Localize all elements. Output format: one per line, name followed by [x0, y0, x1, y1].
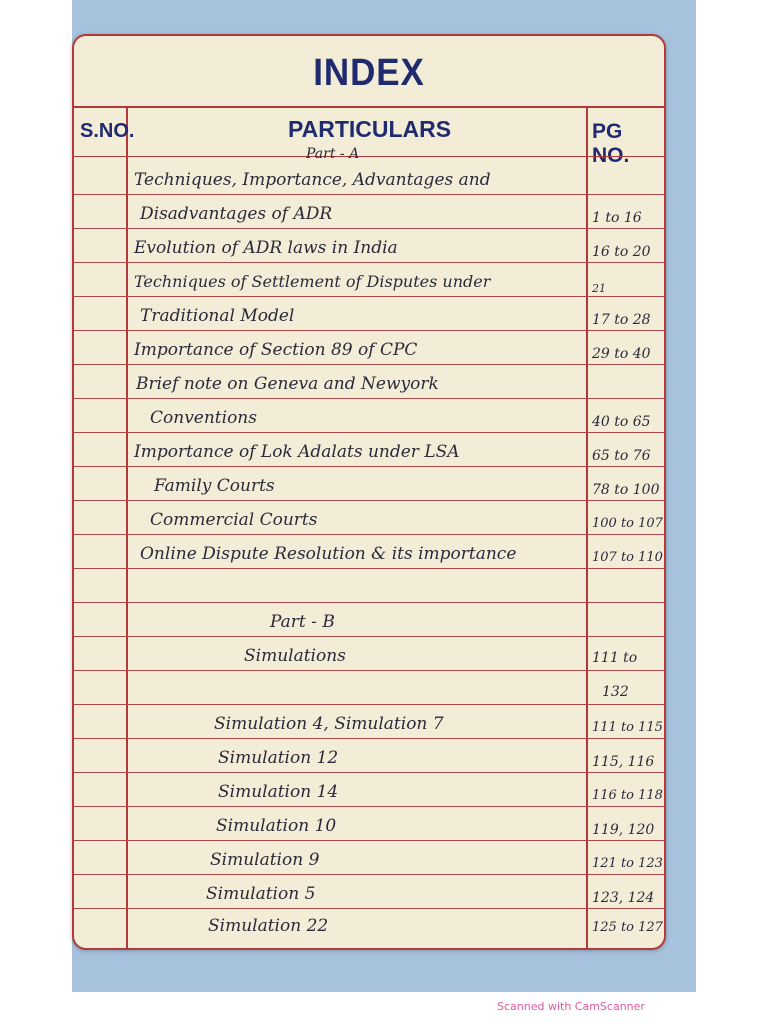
entry-text: Simulation 9 — [210, 850, 320, 870]
entry-text: Evolution of ADR laws in India — [134, 238, 398, 258]
index-page — [72, 34, 666, 950]
ruled-line — [74, 194, 664, 195]
entry-text: Simulation 10 — [216, 816, 337, 836]
entry-text: Simulation 4, Simulation 7 — [214, 714, 444, 734]
sno-column-header: S.NO. — [80, 120, 135, 142]
ruled-line — [74, 466, 664, 467]
ruled-line — [74, 398, 664, 399]
entry-text: Simulations — [244, 646, 346, 666]
entry-text: Brief note on Geneva and Newyork — [136, 374, 439, 394]
entry-text: Disadvantages of ADR — [140, 204, 333, 224]
entry-text: Importance of Section 89 of CPC — [134, 340, 418, 360]
entry-page: 78 to 100 — [592, 482, 660, 498]
ruled-line — [74, 296, 664, 297]
entry-text: Family Courts — [154, 476, 275, 496]
scanner-watermark: Scanned with CamScanner — [497, 1000, 645, 1013]
entry-page: 1 to 16 — [592, 210, 642, 226]
ruled-line — [74, 602, 664, 603]
entry-page: 116 to 118 — [592, 788, 663, 803]
ruled-line — [74, 704, 664, 705]
entry-text: Online Dispute Resolution & its importance — [140, 544, 517, 564]
page-column-header: PG NO. — [592, 120, 630, 167]
ruled-line — [74, 364, 664, 365]
entry-page: 119, 120 — [592, 822, 655, 838]
entry-page: 40 to 65 — [592, 414, 651, 430]
entry-page: 29 to 40 — [592, 346, 651, 362]
ruled-line — [74, 806, 664, 807]
entry-page: 65 to 76 — [592, 448, 651, 464]
part-a-label: Part - A — [306, 146, 360, 162]
entry-text: Importance of Lok Adalats under LSA — [134, 442, 460, 462]
entry-text: Traditional Model — [140, 306, 295, 326]
ruled-line — [74, 500, 664, 501]
entry-text: Conventions — [150, 408, 257, 428]
entry-page: 111 to — [592, 650, 638, 666]
entry-text: Simulation 14 — [218, 782, 339, 802]
ruled-line — [74, 772, 664, 773]
entry-page: 107 to 110 — [592, 550, 663, 565]
ruled-line — [74, 330, 664, 331]
part-b-label: Part - B — [270, 612, 335, 632]
ruled-line — [74, 636, 664, 637]
entry-page: 17 to 28 — [592, 312, 651, 328]
entry-page: 100 to 107 — [592, 516, 663, 531]
ruled-line — [74, 432, 664, 433]
ruled-line — [74, 738, 664, 739]
entry-page: 115, 116 — [592, 754, 655, 770]
ruled-line — [74, 568, 664, 569]
header-bottom-rule — [74, 156, 664, 157]
ruled-line — [74, 840, 664, 841]
entry-page: 111 to 115 — [592, 720, 663, 735]
page-title: INDEX — [313, 52, 425, 94]
entry-text: Simulation 12 — [218, 748, 339, 768]
entry-page: 125 to 127 — [592, 920, 663, 935]
entry-text: Simulation 22 — [208, 916, 329, 936]
entry-page: 121 to 123 — [592, 856, 663, 871]
ruled-line — [74, 874, 664, 875]
entry-page: 132 — [602, 684, 629, 700]
entry-text: Techniques, Importance, Advantages and — [134, 170, 491, 190]
ruled-line — [74, 228, 664, 229]
ruled-line — [74, 908, 664, 909]
ruled-line — [74, 670, 664, 671]
entry-page: 21 — [592, 282, 606, 295]
ruled-line — [74, 262, 664, 263]
sno-column-divider — [126, 106, 128, 948]
header-rule — [74, 106, 664, 108]
entry-text: Commercial Courts — [150, 510, 318, 530]
entry-page: 123, 124 — [592, 890, 655, 906]
page-column-divider — [586, 106, 588, 948]
particulars-column-header: PARTICULARS — [288, 116, 452, 142]
ruled-line — [74, 534, 664, 535]
entry-page: 16 to 20 — [592, 244, 651, 260]
entry-text: Simulation 5 — [206, 884, 316, 904]
entry-text: Techniques of Settlement of Disputes under — [134, 272, 491, 291]
